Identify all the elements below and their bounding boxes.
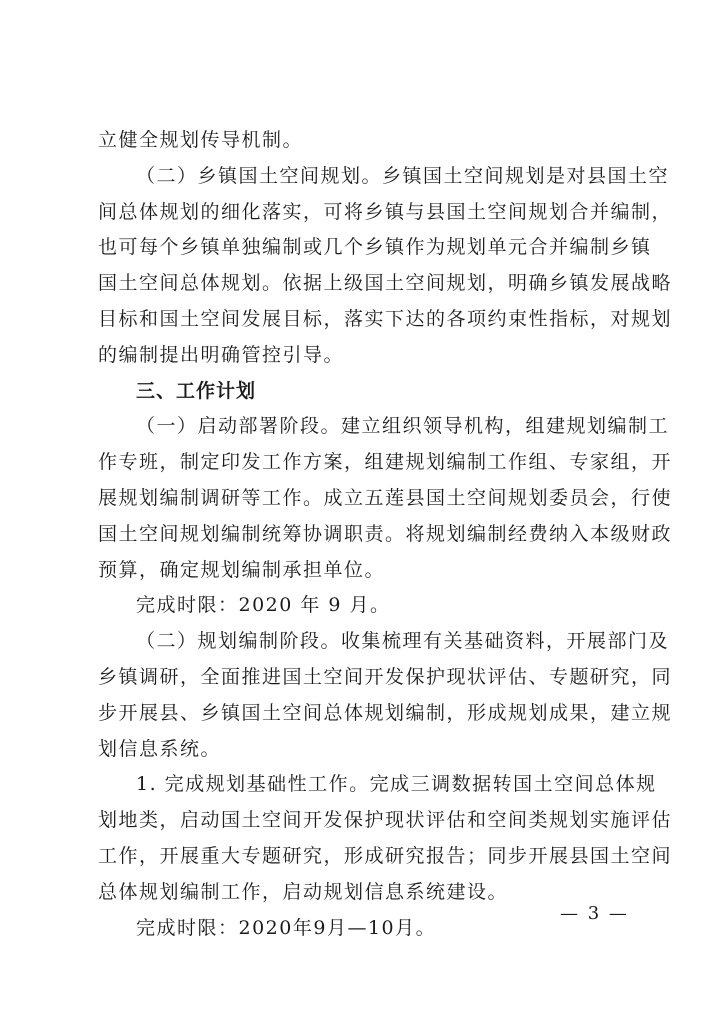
text-line: 作专班，制定印发工作方案，组建规划编制工作组、专家组，开 — [98, 451, 673, 474]
text-line: 的编制提出明确管控引导。 — [98, 343, 345, 366]
text-line: 步开展县、乡镇国土空间总体规划编制，形成规划成果，建立规 — [98, 701, 673, 724]
paragraph-start: （二）乡镇国土空间规划。乡镇国土空间规划是对县国土空 — [136, 164, 670, 187]
deadline-line: 完成时限：2020年9月—10月。 — [136, 916, 437, 939]
deadline-line: 完成时限：2020 年 9 月。 — [136, 594, 391, 617]
page-number: — 3 — — [560, 903, 629, 924]
text-line: 展规划编制调研等工作。成立五莲县国土空间规划委员会，行使 — [98, 486, 673, 509]
paragraph-start: （一）启动部署阶段。建立组织领导机构，组建规划编制工 — [136, 415, 670, 438]
paragraph-start: （二）规划编制阶段。收集梳理有关基础资料，开展部门及 — [136, 630, 670, 653]
paragraph-start: 1. 完成规划基础性工作。完成三调数据转国土空间总体规 — [136, 773, 657, 796]
text-line: 划地类，启动国土空间开发保护现状评估和空间类规划实施评估 — [98, 809, 673, 832]
section-heading: 三、工作计划 — [136, 379, 257, 402]
text-line: 也可每个乡镇单独编制或几个乡镇作为规划单元合并编制乡镇 — [98, 236, 652, 259]
text-line: 国土空间规划编制统筹协调职责。将规划编制经费纳入本级财政 — [98, 522, 673, 545]
text-line: 划信息系统。 — [98, 737, 222, 760]
text-line: 立健全规划传导机制。 — [98, 129, 304, 151]
document-body — [98, 123, 673, 946]
text-line: 总体规划编制工作，启动规划信息系统建设。 — [98, 880, 509, 903]
text-line: 目标和国土空间发展目标，落实下达的各项约束性指标，对规划 — [98, 307, 673, 330]
text-line: 预算，确定规划编制承担单位。 — [98, 558, 386, 581]
text-line: 间总体规划的细化落实，可将乡镇与县国土空间规划合并编制， — [98, 200, 673, 223]
text-line: 国土空间总体规划。依据上级国土空间规划，明确乡镇发展战略 — [98, 272, 673, 295]
text-line: 乡镇调研，全面推进国土空间开发保护现状评估、专题研究，同 — [98, 665, 673, 688]
text-line: 工作，开展重大专题研究，形成研究报告；同步开展县国土空间 — [98, 844, 673, 867]
